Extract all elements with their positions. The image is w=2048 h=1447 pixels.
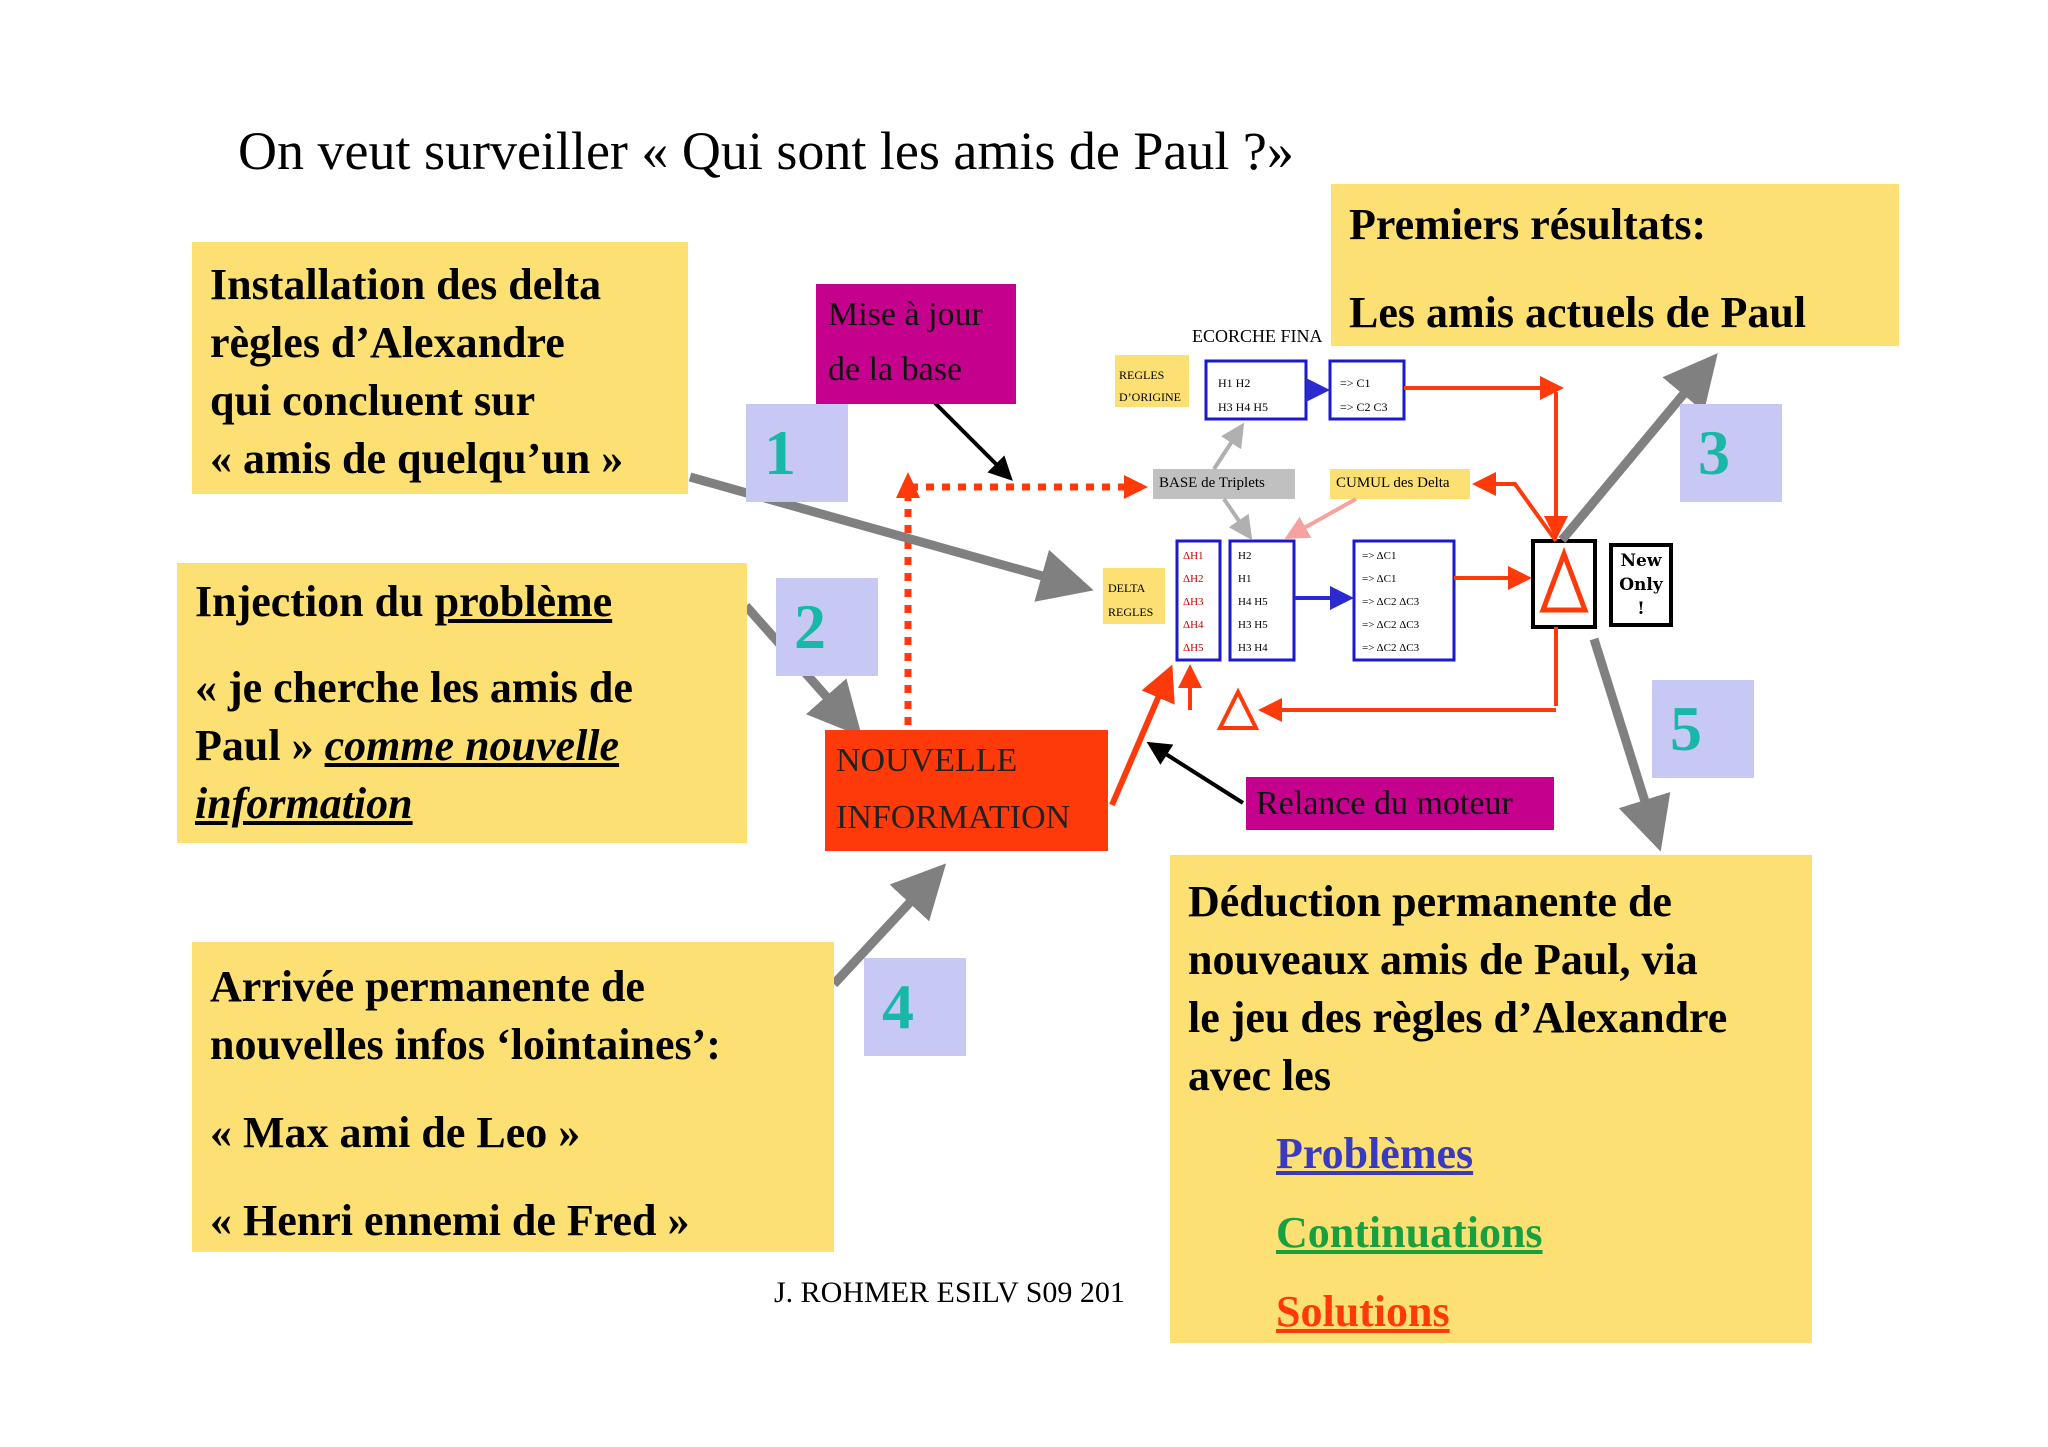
black-arrow-mise-a-jour bbox=[935, 403, 1010, 478]
box-installation-delta-regles bbox=[192, 242, 688, 494]
h-top-label bbox=[1218, 371, 1268, 419]
relance-moteur-box: Relance du moteur bbox=[1246, 777, 1554, 830]
step-number-2: 2 bbox=[776, 578, 878, 676]
box5-line-1: Déduction permanente de bbox=[1188, 877, 1672, 926]
h-right-4: H3 H5 bbox=[1238, 619, 1268, 631]
delta-c-5: => ΔC2 ΔC3 bbox=[1362, 642, 1420, 654]
box4-line-1: Arrivée permanente de bbox=[210, 962, 645, 1011]
regles-origine-line-2: D’ORIGINE bbox=[1119, 390, 1181, 404]
red-to-cumul bbox=[1476, 484, 1556, 541]
delta-c-list bbox=[1362, 545, 1419, 660]
delta-symbol bbox=[1550, 555, 1580, 556]
ecorche-label: ECORCHE FINA bbox=[1192, 326, 1323, 346]
delta-h-5: ΔH5 bbox=[1183, 642, 1204, 654]
mise-a-jour-box bbox=[816, 284, 1016, 404]
h-right-1: H2 bbox=[1238, 550, 1252, 562]
new-only-line-1: New bbox=[1620, 551, 1662, 571]
c-top-line-2: => C2 C3 bbox=[1340, 400, 1388, 414]
link-continuations[interactable]: Continuations bbox=[1276, 1208, 1543, 1257]
box2-probleme: problème bbox=[434, 577, 613, 626]
delta-c-4: => ΔC2 ΔC3 bbox=[1362, 619, 1420, 631]
base-to-h-arrow bbox=[1224, 499, 1250, 537]
delta-regles-label bbox=[1108, 576, 1153, 624]
regles-origine-line-1: REGLES bbox=[1119, 368, 1165, 382]
box-arrivee-permanente bbox=[192, 942, 834, 1252]
base-triplets-label: BASE de Triplets bbox=[1159, 475, 1265, 491]
delta-regles-line-1: DELTA bbox=[1108, 581, 1146, 595]
delta-h-3: ΔH3 bbox=[1183, 596, 1204, 608]
cumul-delta-label: CUMUL des Delta bbox=[1336, 475, 1450, 491]
box-injection-probleme bbox=[177, 563, 747, 843]
box1-line-4: « amis de quelqu’un » bbox=[210, 434, 624, 483]
delta-c-3: => ΔC2 ΔC3 bbox=[1362, 596, 1420, 608]
box4-line-2: nouvelles infos ‘lointaines’: bbox=[210, 1020, 721, 1069]
small-delta-triangle bbox=[1220, 692, 1256, 728]
dotted-arrowhead-right bbox=[1124, 475, 1148, 499]
c-top-label bbox=[1340, 371, 1388, 419]
new-only-line-3: ! bbox=[1637, 599, 1645, 619]
box3-line-1: Premiers résultats: bbox=[1349, 200, 1707, 249]
mise-a-jour-line-1: Mise à jour bbox=[828, 296, 983, 333]
page-title: On veut surveiller « Qui sont les amis de Paul ?» bbox=[238, 121, 1294, 181]
base-to-rules-arrow bbox=[1214, 426, 1242, 469]
box4-line-3: « Max ami de Leo » bbox=[210, 1108, 581, 1157]
black-arrow-relance bbox=[1150, 744, 1243, 803]
box2-information: information bbox=[195, 779, 413, 828]
link-problemes[interactable]: Problèmes bbox=[1276, 1129, 1474, 1178]
h-top-line-1: H1 H2 bbox=[1218, 376, 1251, 390]
new-only-line-2: Only bbox=[1619, 575, 1663, 595]
box2-comme-nouvelle: comme nouvelle bbox=[324, 721, 620, 770]
delta-c-1: => ΔC1 bbox=[1362, 550, 1397, 562]
box3-line-2: Les amis actuels de Paul bbox=[1349, 288, 1807, 337]
nouvelle-line-1: NOUVELLE bbox=[836, 742, 1018, 779]
box2-line-2: « je cherche les amis de bbox=[195, 663, 633, 712]
delta-h-list bbox=[1183, 545, 1204, 660]
h-right-3: H4 H5 bbox=[1238, 596, 1268, 608]
box1-line-3: qui concluent sur bbox=[210, 376, 536, 425]
cumul-to-h-arrow bbox=[1288, 499, 1356, 537]
regles-origine-label bbox=[1119, 364, 1181, 408]
red-nouvelle-to-rules bbox=[1112, 670, 1170, 805]
box2-prefix: Injection du bbox=[195, 577, 435, 626]
mise-a-jour-line-2: de la base bbox=[828, 351, 963, 388]
box4-line-4: « Henri ennemi de Fred » bbox=[210, 1196, 690, 1245]
delta-h-1: ΔH1 bbox=[1183, 550, 1204, 562]
big-delta-triangle bbox=[1543, 554, 1585, 610]
h-right-list bbox=[1238, 545, 1268, 660]
delta-regles-line-2: REGLES bbox=[1108, 605, 1154, 619]
box5-line-2: nouveaux amis de Paul, via bbox=[1188, 935, 1698, 984]
step-number-4: 4 bbox=[864, 958, 966, 1056]
delta-h-2: ΔH2 bbox=[1183, 573, 1204, 585]
box-deduction-permanente bbox=[1170, 855, 1812, 1343]
nouvelle-line-2: INFORMATION bbox=[836, 799, 1071, 836]
step-number-1: 1 bbox=[746, 404, 848, 502]
gray-arrow-5 bbox=[1594, 639, 1658, 843]
box2-line-1 bbox=[195, 573, 747, 631]
footer: J. ROHMER ESILV S09 201 bbox=[774, 1276, 1125, 1309]
box5-line-4: avec les bbox=[1188, 1051, 1331, 1100]
link-solutions[interactable]: Solutions bbox=[1276, 1287, 1450, 1336]
box5-line-3: le jeu des règles d’Alexandre bbox=[1188, 993, 1728, 1042]
new-only-label bbox=[1614, 549, 1668, 621]
step-number-3: 3 bbox=[1680, 404, 1782, 502]
c-top-line-1: => C1 bbox=[1340, 376, 1371, 390]
h-right-5: H3 H4 bbox=[1238, 642, 1268, 654]
delta-h-4: ΔH4 bbox=[1183, 619, 1204, 631]
h-right-2: H1 bbox=[1238, 573, 1252, 585]
delta-c-2: => ΔC1 bbox=[1362, 573, 1397, 585]
box2-line-3 bbox=[195, 717, 747, 775]
box1-line-2: règles d’Alexandre bbox=[210, 318, 565, 367]
box1-line-1: Installation des delta bbox=[210, 260, 602, 309]
step-number-5: 5 bbox=[1652, 680, 1754, 778]
h-top-line-2: H3 H4 H5 bbox=[1218, 400, 1268, 414]
nouvelle-information-box bbox=[825, 730, 1108, 851]
box2-paul: Paul » bbox=[195, 721, 325, 770]
box-premiers-resultats bbox=[1331, 184, 1899, 346]
